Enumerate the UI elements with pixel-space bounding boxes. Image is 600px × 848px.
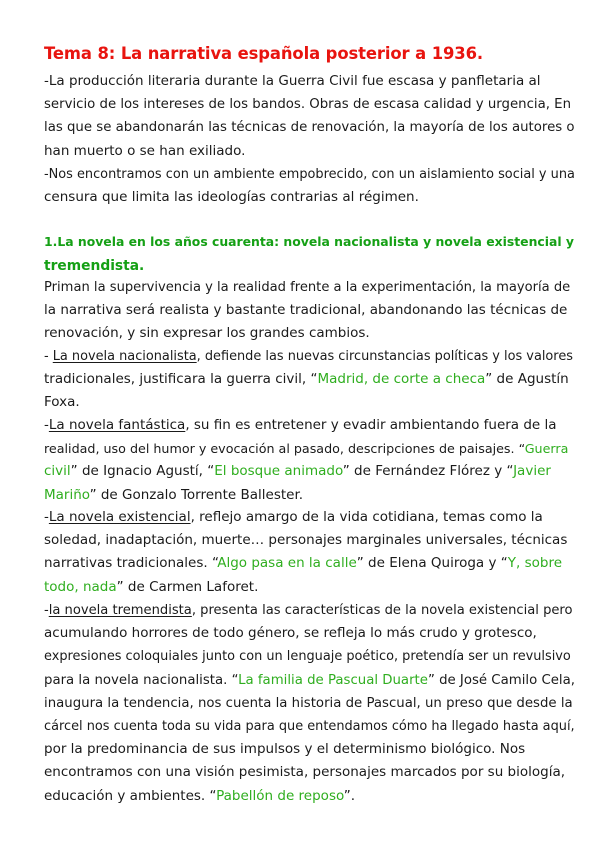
text-span: , reflejo amargo de la vida cotidiana, temas como la (190, 509, 543, 525)
section-heading (44, 229, 576, 279)
text-span: ” de Agustín (485, 371, 569, 388)
text-span: educación y ambientes. “ (44, 787, 217, 804)
text-span: tradicionales, justificara la guerra civil, “ (44, 371, 318, 388)
work-title: Guerra (524, 441, 569, 457)
text-line: censura que limita las ideologías contrarias al régimen. (44, 189, 419, 206)
text-span: , defiende las nuevas circunstancias políticas y los valores (196, 349, 573, 364)
paragraph-novela-existencial (44, 506, 576, 599)
term-underlined: La novela existencial (48, 509, 191, 525)
text-line: encontramos con una visión pesimista, personajes marcados por su biología, (44, 764, 566, 781)
text-line (44, 599, 576, 622)
work-title: Mariño (44, 486, 90, 503)
text-line: -La producción literaria durante la Guerra Civil fue escasa y panfletaria al (44, 73, 541, 89)
section-heading-line: 1.La novela en los años cuarenta: novela nacionalista y novela existencial y (44, 234, 574, 249)
text-line (44, 576, 576, 599)
text-span: para la novela nacionalista. “ (44, 672, 239, 688)
text-line (44, 484, 576, 507)
work-title: Javier (513, 463, 551, 480)
text-span: ”. (343, 787, 356, 804)
text-line: renovación, y sin expresar los grandes cambios. (44, 325, 370, 342)
work-title: civil (44, 463, 71, 480)
text-line: por la predominancia de sus impulsos y el determinismo biológico. Nos (44, 741, 526, 758)
text-span: ” de José Camilo Cela, (427, 672, 575, 688)
text-line (44, 552, 576, 575)
work-title: La familia de Pascual Duarte (238, 672, 428, 688)
text-span: narrativas tradicionales. “ (44, 555, 218, 572)
term-underlined: La novela fantástica (48, 417, 186, 433)
list-dash: - (44, 417, 49, 433)
text-line: -Nos encontramos con un ambiente empobrecido, con un aislamiento social y una (44, 167, 575, 182)
text-span: ” de Fernández Flórez y “ (342, 463, 514, 480)
text-line: han muerto o se han exiliado. (44, 142, 246, 159)
text-span: , presenta las características de la novela existencial pero (191, 603, 573, 618)
paragraph-novela-fantastica (44, 414, 576, 507)
text-span: ” de Elena Quiroga y “ (356, 555, 508, 572)
work-title: Y, sobre (507, 555, 563, 572)
text-span: ” de Ignacio Agustí, “ (70, 463, 215, 480)
text-line (44, 414, 576, 437)
text-line: las que se abandonarán las técnicas de renovación, la mayoría de los autores o (44, 120, 575, 136)
list-dash: - (44, 603, 49, 618)
text-line (44, 506, 576, 529)
term-underlined: La novela nacionalista (52, 349, 197, 364)
paragraph-novela-tremendista (44, 599, 576, 808)
text-line (44, 460, 576, 483)
text-span: ” de Gonzalo Torrente Ballester. (89, 486, 304, 503)
list-dash: - (44, 509, 49, 525)
document-title: Tema 8: La narrativa española posterior a 1936. (44, 44, 484, 63)
list-dash: - (44, 349, 53, 364)
text-line: servicio de los intereses de los bandos. Obras de escasa calidad y urgencia, En (44, 97, 572, 113)
text-line (44, 368, 576, 391)
text-line: Foxa. (44, 394, 80, 411)
text-span: ” de Carmen Laforet. (116, 578, 259, 595)
text-line: soledad, inadaptación, muerte… personajes marginales universales, técnicas (44, 532, 568, 549)
intro-paragraph-1 (44, 70, 576, 163)
work-title: Madrid, de corte a checa (317, 371, 486, 388)
section-heading-line: tremendista. (44, 258, 145, 274)
text-line (44, 669, 576, 692)
text-line: expresiones coloquiales junto con un lenguaje poético, pretendía ser un revulsivo (44, 649, 571, 665)
text-line (44, 345, 576, 368)
text-line: inaugura la tendencia, nos cuenta la historia de Pascual, un preso que desde la (44, 695, 573, 711)
text-line: Priman la supervivencia y la realidad frente a la experimentación, la mayoría de (44, 280, 571, 295)
text-line (44, 785, 576, 808)
work-title: todo, nada (44, 578, 117, 595)
text-line (44, 437, 576, 460)
text-line: acumulando horrores de todo género, se refleja lo más crudo y grotesco, (44, 625, 537, 642)
text-span: , su fin es entretener y evadir ambientando fuera de la (185, 417, 557, 433)
work-title: Algo pasa en la calle (217, 555, 357, 572)
text-line: la narrativa será realista y bastante tradicional, abandonando las técnicas de (44, 302, 568, 319)
text-span: realidad, uso del humor y evocación al pasado, descripciones de paisajes. “ (44, 441, 525, 457)
intro-paragraph-2 (44, 163, 576, 209)
section-intro-paragraph (44, 276, 576, 346)
paragraph-novela-nacionalista (44, 345, 576, 415)
term-underlined: la novela tremendista (48, 603, 192, 618)
work-title: El bosque animado (214, 463, 343, 480)
text-line: cárcel nos cuenta toda su vida para que entendamos cómo ha llegado hasta aquí, (44, 719, 575, 735)
work-title: Pabellón de reposo (216, 787, 344, 804)
